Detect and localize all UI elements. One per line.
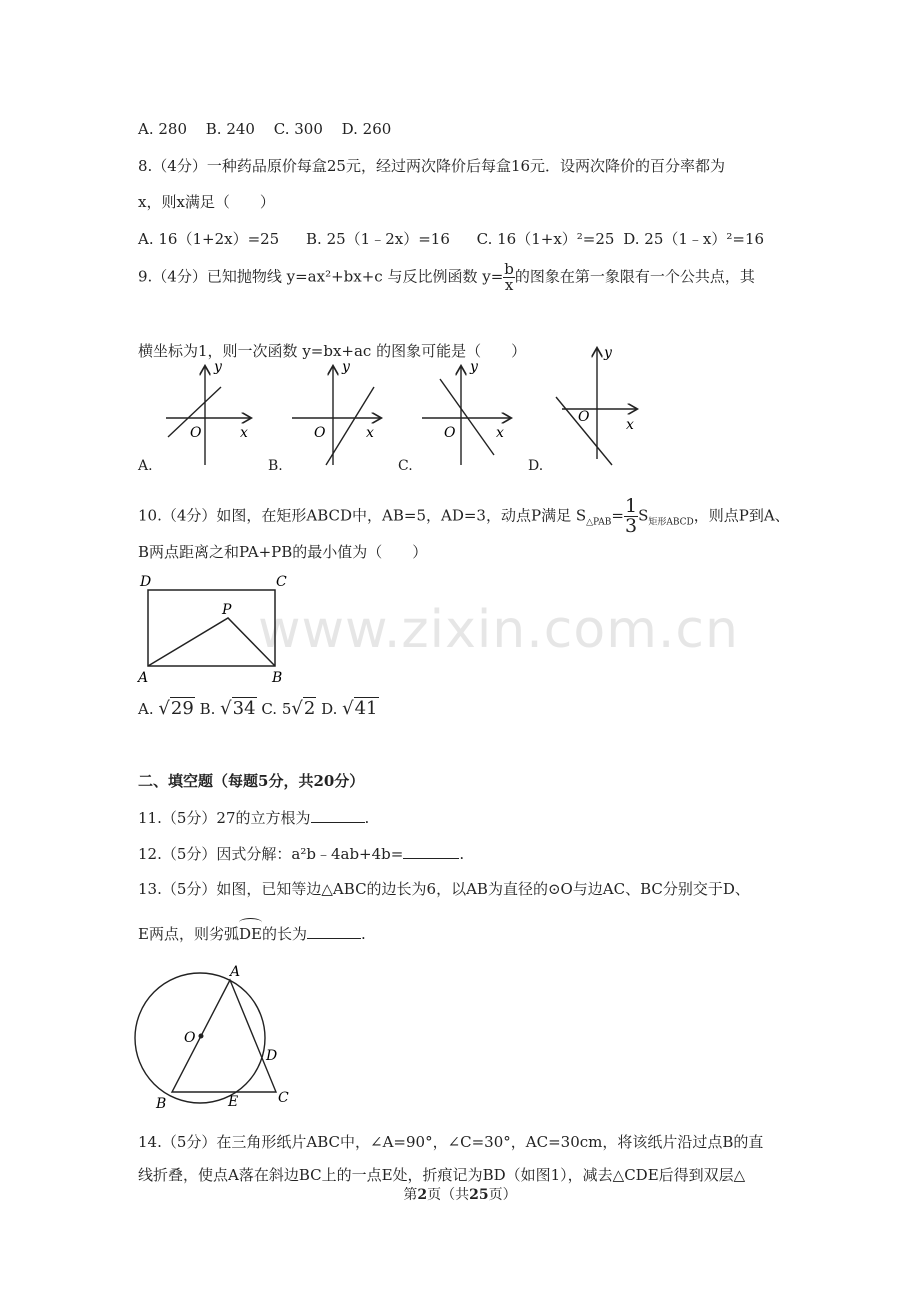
sqrt-icon: √29 <box>158 698 194 719</box>
q7-option-d: D. 260 <box>341 120 392 138</box>
footer-mid: 页（共 <box>427 1187 470 1203</box>
q10-option-c-rad: 2 <box>303 698 316 719</box>
q10-sub-rect: 矩形ABCD <box>648 517 694 528</box>
y-label: y <box>214 359 222 375</box>
q8-line1: 8.（4分）一种药品原价每盒25元，经过两次降价后每盒16元．设两次降价的百分率都为 <box>138 157 726 175</box>
q10-sub-pab: △PAB <box>586 517 612 528</box>
q8-option-b: B. 25（1﹣2x）=16 <box>306 230 450 248</box>
q10-line2: B两点距离之和PA+PB的最小值为（ ） <box>138 543 428 561</box>
q13-line1: 13.（5分）如图，已知等边△ABC的边长为6，以AB为直径的⊙O与边AC、BC分别交于D、 <box>138 880 750 898</box>
q11-blank <box>311 806 365 823</box>
q9-frac-den: x <box>504 276 514 294</box>
q10-option-c-coef: 5 <box>281 700 292 718</box>
label-d: D <box>140 574 152 590</box>
label-p: P <box>222 602 232 618</box>
q10-option-a <box>138 700 195 718</box>
q13-blank <box>307 922 361 939</box>
q11-text: 11.（5分）27的立方根为 <box>138 809 311 827</box>
q10-line1-post: ，则点P到A、 <box>693 506 790 525</box>
line-graph <box>440 379 494 455</box>
q7-option-a: A. 280 <box>138 120 187 138</box>
q14-line2: 线折叠，使点A落在斜边BC上的一点E处，折痕记为BD（如图1），减去△CDE后得到双层△ <box>138 1166 746 1184</box>
q13-line2 <box>138 922 366 945</box>
q10-option-c-label: C. <box>261 700 278 718</box>
sqrt-icon: √2 <box>291 698 316 719</box>
q9-line1-post: 的图象在第一象限有一个公共点，其 <box>514 267 755 286</box>
q9-option-d-label: D. <box>528 458 544 474</box>
arc-de: DE <box>238 925 262 943</box>
q13-figure <box>130 960 300 1112</box>
q12-end: . <box>459 845 465 863</box>
x-label: x <box>366 425 374 441</box>
q8-option-a: A. 16（1+2x）=25 <box>138 230 280 248</box>
q10-option-a-rad: 29 <box>170 698 194 719</box>
center-point <box>199 1034 204 1039</box>
origin-label: O <box>190 425 202 441</box>
y-label: y <box>470 359 478 375</box>
q10-figure <box>136 570 300 686</box>
label-a: A <box>138 670 149 686</box>
sqrt-icon: √41 <box>342 698 378 719</box>
q10-option-d-label: D. <box>321 700 338 718</box>
q10-frac-num: 1 <box>624 495 638 517</box>
q13-line2-pre: E两点，则劣弧 <box>138 925 239 943</box>
q10-option-d-rad: 41 <box>354 698 378 719</box>
q9-graph-d <box>548 343 648 469</box>
q14-line1: 14.（5分）在三角形纸片ABC中，∠A=90°，∠C=30°，AC=30cm，将该纸片沿过点B的直 <box>138 1133 764 1151</box>
q9-graph-a <box>158 357 258 469</box>
q10-option-b-label: B. <box>199 700 216 718</box>
q8-options <box>138 228 764 250</box>
q13-line2-post: 的长为 <box>261 925 307 943</box>
footer-pre: 第 <box>403 1187 418 1203</box>
q7-option-c: C. 300 <box>273 120 323 138</box>
footer-post: 页） <box>488 1187 517 1203</box>
q9-line1 <box>138 262 755 293</box>
segments-pa-pb <box>148 618 275 666</box>
q12-text: 12.（5分）因式分解：a²b﹣4ab+4b= <box>138 845 404 863</box>
q8-option-d: D. 25（1﹣x）²=16 <box>623 230 765 248</box>
label-d: D <box>266 1048 278 1064</box>
q10-option-d <box>321 700 378 718</box>
q9-line1-pre: 9.（4分）已知抛物线 y=ax²+bx+c 与反比例函数 y= <box>138 267 504 286</box>
q7-options <box>138 118 405 140</box>
q9-graph-b <box>288 357 388 469</box>
q11-line <box>138 806 369 829</box>
q10-s2: S <box>638 506 649 525</box>
x-label: x <box>626 417 634 433</box>
q12-line <box>138 842 464 865</box>
y-label: y <box>342 359 350 375</box>
q9-fraction <box>503 262 515 293</box>
watermark: www.zixin.com.cn <box>258 600 739 660</box>
q9-option-b-label: B. <box>268 458 283 474</box>
q9-option-c-label: C. <box>398 458 413 474</box>
y-label: y <box>604 345 612 361</box>
label-a: A <box>230 964 241 980</box>
label-e: E <box>228 1094 239 1110</box>
q10-frac-den: 3 <box>624 515 638 537</box>
q8-line2: x，则x满足（ ） <box>138 193 275 211</box>
q9-line2: 横坐标为1，则一次函数 y=bx+ac 的图象可能是（ ） <box>138 342 527 360</box>
origin-label: O <box>578 409 590 425</box>
q10-options <box>138 698 379 720</box>
q9-option-a-label: A. <box>138 458 153 474</box>
q12-blank <box>403 842 459 859</box>
footer-page: 2 <box>417 1187 428 1203</box>
page-footer <box>0 1184 920 1204</box>
label-c: C <box>276 574 287 590</box>
q10-fraction <box>624 497 638 536</box>
label-o: O <box>184 1030 196 1046</box>
label-b: B <box>272 670 283 686</box>
line-graph <box>556 397 612 465</box>
origin-label: O <box>444 425 456 441</box>
q10-option-b-rad: 34 <box>232 698 256 719</box>
q9-frac-num: b <box>504 260 514 278</box>
q10-option-b <box>200 700 257 718</box>
q10-line1-pre: 10.（4分）如图，在矩形ABCD中，AB=5，AD=3，动点P满足 S <box>138 506 587 525</box>
footer-total: 25 <box>469 1187 489 1203</box>
q13-end: . <box>360 925 366 943</box>
sqrt-icon: √34 <box>220 698 256 719</box>
x-label: x <box>496 425 504 441</box>
q9-graph-c <box>418 357 518 469</box>
label-c: C <box>278 1090 289 1106</box>
origin-label: O <box>314 425 326 441</box>
q11-end: . <box>364 809 370 827</box>
q10-line1 <box>138 497 790 536</box>
q10-equals: = <box>611 506 624 525</box>
label-b: B <box>156 1096 167 1112</box>
q7-option-b: B. 240 <box>205 120 255 138</box>
section-heading: 二、填空题（每题5分，共20分） <box>138 772 365 790</box>
x-label: x <box>240 425 248 441</box>
q8-option-c: C. 16（1+x）²=25 <box>476 230 615 248</box>
q10-option-c <box>261 700 316 718</box>
q10-option-a-label: A. <box>138 700 154 718</box>
